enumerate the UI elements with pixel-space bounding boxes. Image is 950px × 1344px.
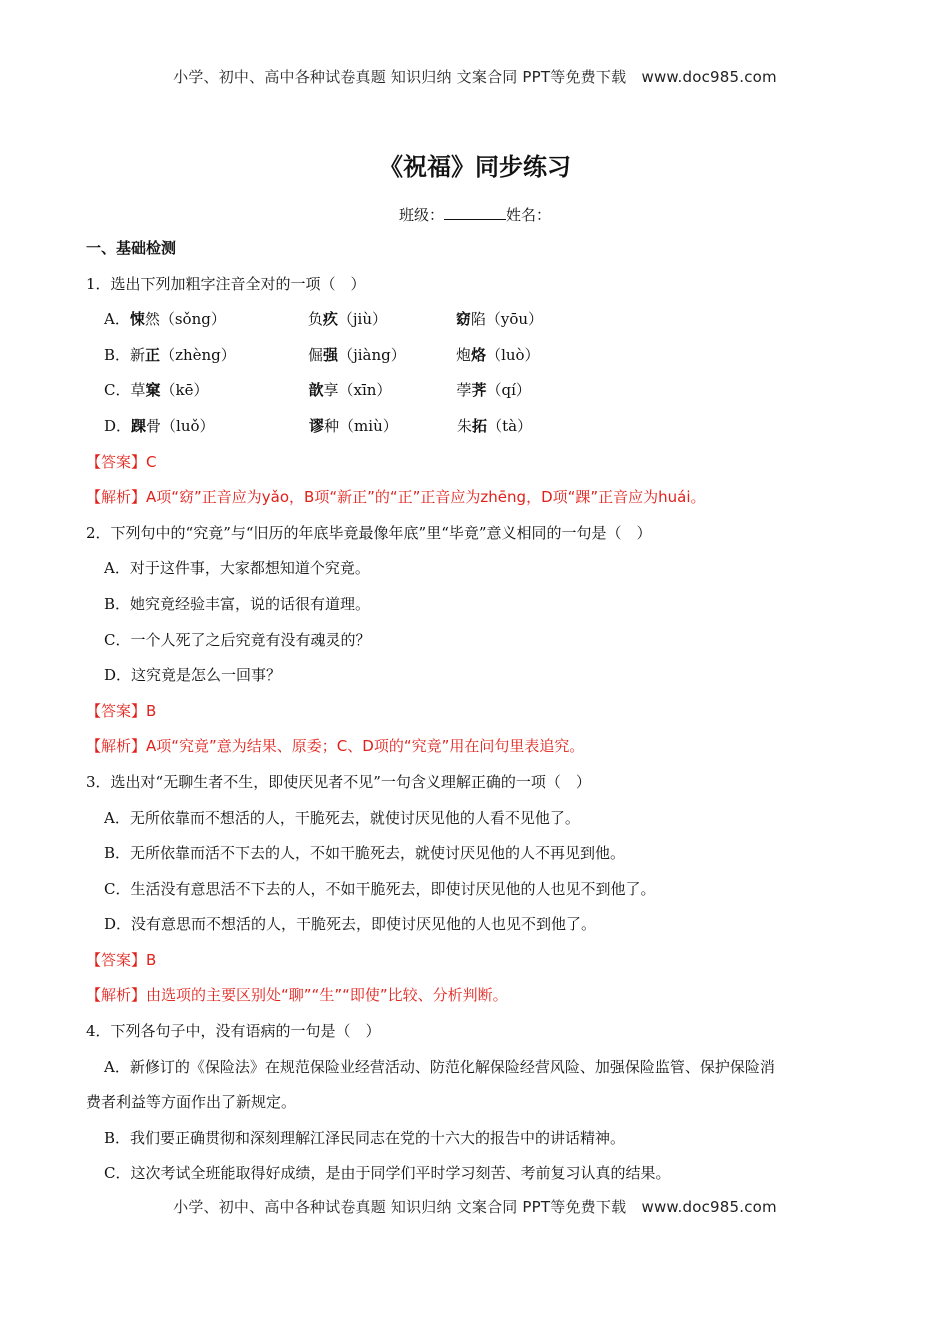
- q2-analysis: 【解析】A项“究竟”意为结果、原委；C、D项的“究竟”用在问句里表追究。: [86, 737, 585, 756]
- q3-answer: 【答案】B: [86, 950, 157, 969]
- q2-answer: 【答案】B: [86, 701, 157, 720]
- question-1-stem: 1．选出下列加粗字注音全对的一项（ ）: [86, 274, 366, 293]
- q1-analysis: 【解析】A项“窈”正音应为yǎo，B项“新正”的“正”正音应为zhēng，D项“踝”正音应为huái。: [86, 488, 706, 507]
- q2-option-c: C．一个人死了之后究竟有没有魂灵的？: [104, 630, 371, 649]
- q1-option-b: B．新正（zhèng） 倔强（jiàng） 炮烙（luò）: [104, 345, 540, 364]
- question-3-stem: 3．选出对“无聊生者不生，即使厌见者不见”一句含义理解正确的一项（ ）: [86, 772, 591, 791]
- class-label: 班级：: [398, 206, 444, 224]
- q4-option-a-line1: A．新修订的《保险法》在规范保险业经营活动、防范化解保险经营风险、加强保险监管、保护保险消: [104, 1057, 775, 1076]
- q3-analysis: 【解析】由选项的主要区别处“聊”“生”“即使”比较、分析判断。: [86, 986, 508, 1005]
- q3-option-b: B．无所依靠而活不下去的人，不如干脆死去，就使讨厌见他的人不再见到他。: [104, 844, 626, 863]
- q3-option-c: C．生活没有意思活不下去的人，不如干脆死去，即使讨厌见他的人也见不到他了。: [104, 879, 656, 898]
- page-title: 《祝福》同步练习: [379, 153, 571, 181]
- class-blank: [444, 205, 506, 220]
- q3-option-a: A．无所依靠而不想活的人，干脆死去，就使讨厌见他的人看不见他了。: [104, 808, 580, 827]
- q2-option-d: D．这究竟是怎么一回事？: [104, 666, 282, 685]
- class-name-line: [0, 204, 950, 225]
- q3-option-d: D．没有意思而不想活的人，干脆死去，即使讨厌见他的人也见不到他了。: [104, 915, 597, 934]
- q1-option-d: D．踝骨（luǒ） 谬种（miù） 朱拓（tà）: [104, 416, 533, 435]
- q2-option-b: B．她究竟经验丰富，说的话很有道理。: [104, 594, 371, 613]
- question-4-stem: 4．下列各句子中，没有语病的一句是（ ）: [86, 1022, 381, 1041]
- q4-option-c: C．这次考试全班能取得好成绩，是由于同学们平时学习刻苦、考前复习认真的结果。: [104, 1164, 671, 1183]
- header-banner: 小学、初中、高中各种试卷真题 知识归纳 文案合同 PPT等免费下载 www.doc985.com: [173, 68, 777, 86]
- q4-option-a-line2: 费者利益等方面作出了新规定。: [86, 1093, 297, 1112]
- q1-answer: 【答案】C: [86, 452, 157, 471]
- footer-banner: 小学、初中、高中各种试卷真题 知识归纳 文案合同 PPT等免费下载 www.doc985.com: [173, 1198, 777, 1216]
- name-label: 姓名：: [506, 206, 552, 224]
- q2-option-a: A．对于这件事，大家都想知道个究竟。: [104, 559, 370, 578]
- document-body: [86, 236, 866, 1197]
- section-heading: 一、基础检测: [86, 239, 177, 257]
- question-2-stem: 2．下列句中的“究竟”与“旧历的年底毕竟最像年底”里“毕竟”意义相同的一句是（ ）: [86, 523, 652, 542]
- q1-option-a: A．悚然（sǒng） 负疚（jiù） 窈陷（yōu）: [104, 310, 544, 329]
- q1-option-c: C．草窠（kē） 歆享（xīn） 荸荠（qí）: [104, 381, 531, 400]
- q4-option-b: B．我们要正确贯彻和深刻理解江泽民同志在党的十六大的报告中的讲话精神。: [104, 1128, 626, 1147]
